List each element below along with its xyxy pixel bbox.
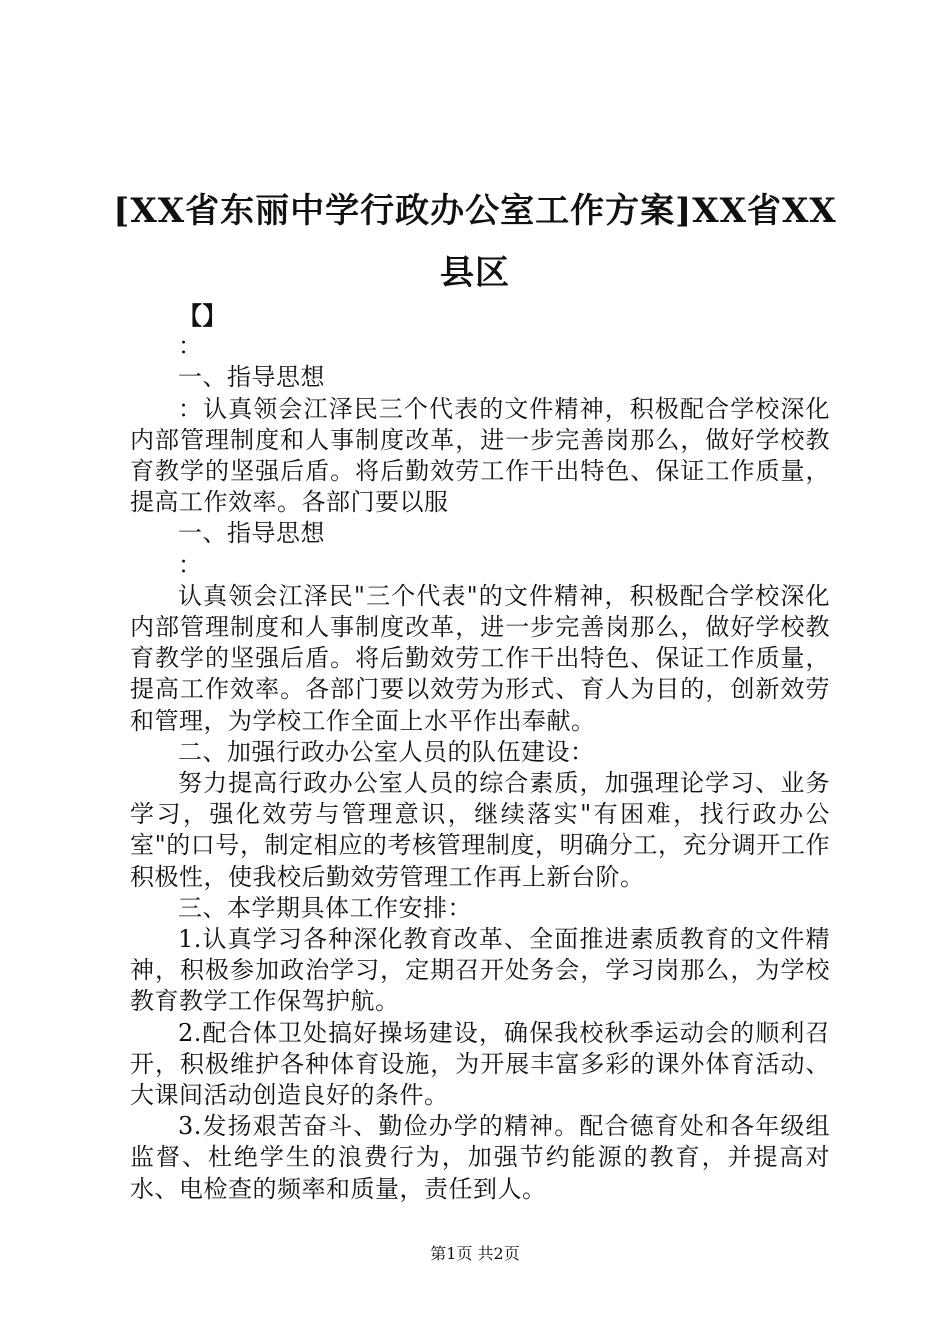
- colon-line: ：: [178, 550, 203, 579]
- section-heading-work-plan: 三、本学期具体工作安排：: [178, 893, 472, 922]
- paragraph: 努力提高行政办公室人员的综合素质，加强理论学习、业务学习，强化效劳与管理意识，继续落实"有困难，找行政办公室"的口号，制定相应的考核管理制度，明确分工，充分调开工作积极性，使我校后勤效劳管理工作再上新台阶。: [130, 769, 830, 891]
- document-body: [130, 300, 830, 1205]
- page-footer: 第1页 共2页: [430, 1244, 520, 1263]
- document-title: [XX省东丽中学行政办公室工作方案]XX省XX县区: [113, 191, 837, 293]
- colon-line: ：: [178, 332, 203, 361]
- paragraph: ：认真领会江泽民三个代表的文件精神，积极配合学校深化内部管理制度和人事制度改革，进一步完善岗那么，做好学校教育教学的坚强后盾。将后勤效劳工作干出特色、保证工作质量，提高工作效率。各部门要以服: [130, 394, 830, 517]
- section-heading-guiding-thought: 一、指导思想: [178, 519, 325, 548]
- list-item: 3.发扬艰苦奋斗、勤俭办学的精神。配合德育处和各年级组监督、杜绝学生的浪费行为，加强节约能源的教育，并提高对水、电检查的频率和质量，责任到人。: [130, 1112, 830, 1203]
- list-item: 1.认真学习各种深化教育改革、全面推进素质教育的文件精神，积极参加政治学习，定期召开处务会，学习岗那么，为学校教育教学工作保驾护航。: [130, 925, 830, 1016]
- bracket-placeholder: 【】: [178, 301, 227, 330]
- section-heading-team-building: 二、加强行政办公室人员的队伍建设：: [178, 737, 595, 766]
- section-heading-guiding-thought: 一、指导思想: [178, 363, 325, 392]
- list-item: 2.配合体卫处搞好操场建设，确保我校秋季运动会的顺利召开，积极维护各种体育设施，为开展丰富多彩的课外体育活动、大课间活动创造良好的条件。: [130, 1018, 830, 1110]
- paragraph: 认真领会江泽民"三个代表"的文件精神，积极配合学校深化内部管理制度和人事制度改革，进一步完善岗那么，做好学校教育教学的坚强后盾。将后勤效劳工作干出特色、保证工作质量，提高工作效率。各部门要以效劳为形式、育人为目的，创新效劳和管理，为学校工作全面上水平作出奉献。: [130, 581, 830, 735]
